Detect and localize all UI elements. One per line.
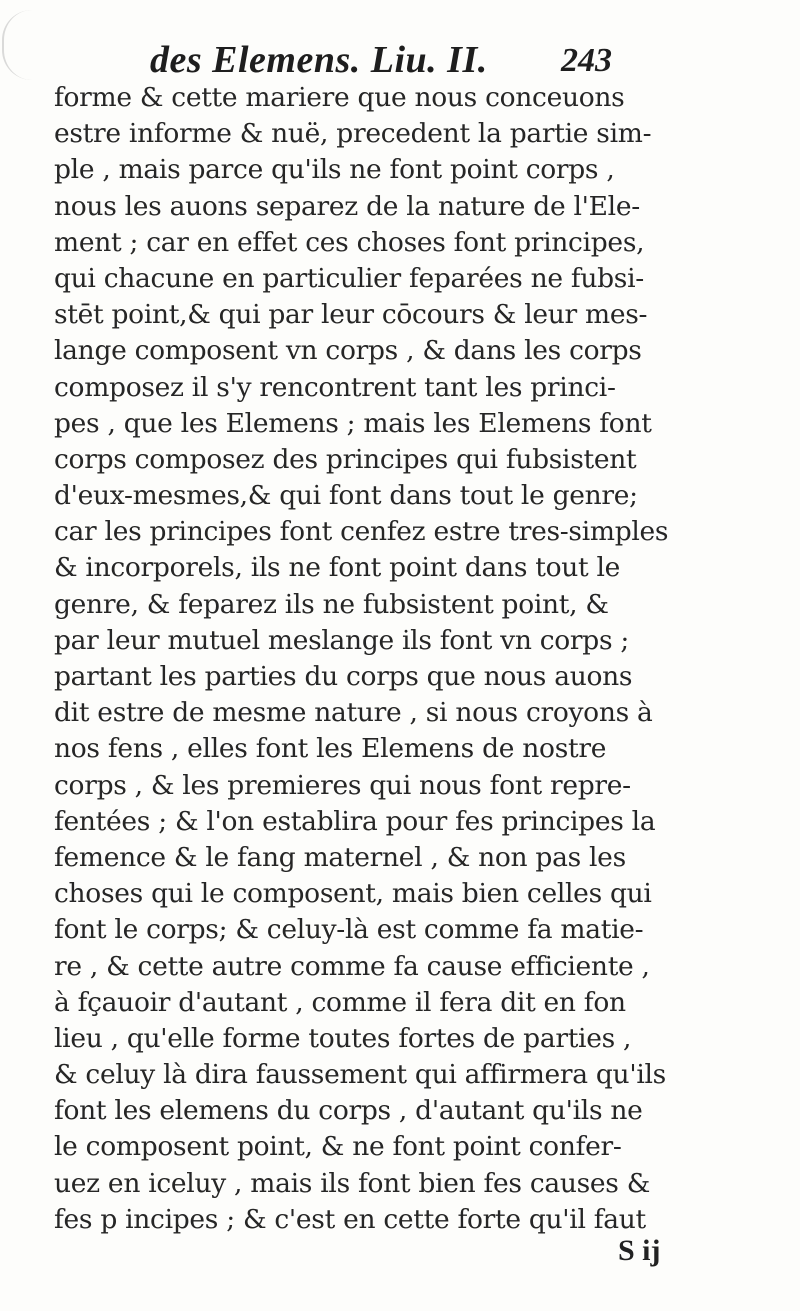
- text-line: corps composez des principes qui fubsistent: [54, 443, 637, 475]
- text-line: par leur mutuel meslange ils font vn corps ;: [54, 624, 630, 656]
- text-line: pes , que les Elemens ; mais les Elemens font: [54, 407, 652, 439]
- text-line: composez il s'y rencontrent tant les princi-: [54, 371, 616, 403]
- text-line: font le corps; & celuy-là est comme fa matie-: [54, 914, 644, 946]
- text-line: stēt point,& qui par leur cōcours & leur mes-: [54, 299, 648, 331]
- text-line: corps , & les premieres qui nous font repre-: [54, 769, 631, 801]
- text-line: fes p incipes ; & c'est en cette forte qu'il faut: [54, 1203, 646, 1235]
- text-line: genre, & feparez ils ne fubsistent point, &: [54, 588, 609, 620]
- text-line: d'eux-mesmes,& qui font dans tout le genre;: [54, 480, 638, 512]
- text-line: font les elemens du corps , d'autant qu'ils ne: [54, 1095, 643, 1127]
- text-line: lange composent vn corps , & dans les corps: [54, 335, 642, 367]
- text-line: car les principes font cenfez estre tres-simples: [54, 516, 669, 548]
- text-line: fentées ; & l'on establira pour fes principes la: [54, 805, 656, 837]
- text-line: uez en iceluy , mais ils font bien fes causes &: [54, 1167, 651, 1199]
- text-line: femence & le fang maternel , & non pas les: [54, 841, 626, 873]
- text-line: lieu , qu'elle forme toutes fortes de parties ,: [54, 1022, 632, 1054]
- text-line: re , & cette autre comme fa cause efficiente ,: [54, 950, 650, 982]
- text-line: nous les auons separez de la nature de l'Ele-: [54, 190, 640, 222]
- body-text: [54, 80, 784, 1238]
- text-line: & incorporels, ils ne font point dans tout le: [54, 552, 621, 584]
- text-line: estre informe & nuë, precedent la partie sim-: [54, 118, 652, 150]
- text-line: & celuy là dira faussement qui affirmera qu'ils: [54, 1059, 666, 1091]
- margin-binding-mark: [2, 10, 34, 80]
- running-head-title: des Elemens. Liu. II.: [150, 39, 488, 81]
- signature-mark: S ij: [618, 1234, 661, 1267]
- text-line: partant les parties du corps que nous auons: [54, 661, 633, 692]
- page-number: 243: [561, 42, 612, 79]
- text-line: ple , mais parce qu'ils ne font point corps ,: [54, 154, 615, 186]
- text-line: à fçauoir d'autant , comme il fera dit en fon: [54, 986, 626, 1018]
- text-line: nos fens , elles font les Elemens de nostre: [54, 733, 607, 765]
- text-line: dit estre de mesme nature , si nous croyons à: [54, 697, 653, 729]
- text-line: forme & cette mariere que nous conceuons: [54, 82, 625, 113]
- text-line: choses qui le composent, mais bien celles qui: [54, 878, 652, 910]
- text-line: qui chacune en particulier feparées ne fubsi-: [54, 262, 644, 294]
- text-line: ment ; car en effet ces choses font principes,: [54, 226, 645, 258]
- text-line: le composent point, & ne font point confer-: [54, 1131, 622, 1163]
